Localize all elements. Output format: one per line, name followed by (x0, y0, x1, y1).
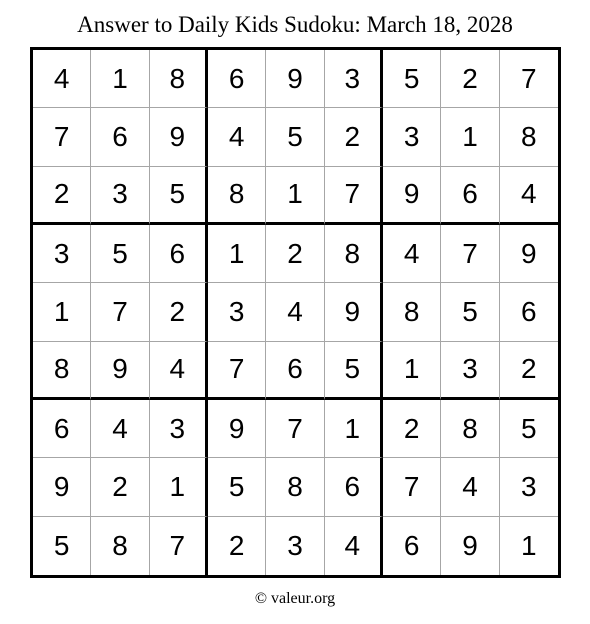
sudoku-cell-r5-c6: 9 (325, 283, 383, 341)
copyright-footer: © valeur.org (254, 590, 336, 607)
sudoku-cell-r7-c1: 6 (33, 400, 91, 458)
sudoku-cell-r4-c9: 9 (500, 225, 558, 283)
sudoku-cell-r7-c9: 5 (500, 400, 558, 458)
sudoku-cell-r6-c4: 7 (208, 342, 266, 400)
sudoku-cell-r7-c4: 9 (208, 400, 266, 458)
sudoku-cell-r8-c2: 2 (91, 458, 149, 516)
sudoku-cell-r2-c3: 9 (150, 108, 208, 166)
sudoku-cell-r2-c8: 1 (441, 108, 499, 166)
sudoku-cell-r6-c9: 2 (500, 342, 558, 400)
sudoku-cell-r5-c1: 1 (33, 283, 91, 341)
sudoku-cell-r9-c8: 9 (441, 517, 499, 575)
sudoku-cell-r2-c2: 6 (91, 108, 149, 166)
sudoku-cell-r5-c8: 5 (441, 283, 499, 341)
sudoku-cell-r5-c2: 7 (91, 283, 149, 341)
sudoku-cell-r2-c4: 4 (208, 108, 266, 166)
sudoku-cell-r8-c4: 5 (208, 458, 266, 516)
sudoku-cell-r4-c8: 7 (441, 225, 499, 283)
sudoku-cell-r4-c7: 4 (383, 225, 441, 283)
sudoku-cell-r4-c3: 6 (150, 225, 208, 283)
sudoku-cell-r9-c4: 2 (208, 517, 266, 575)
sudoku-cell-r7-c8: 8 (441, 400, 499, 458)
sudoku-cell-r4-c6: 8 (325, 225, 383, 283)
sudoku-cell-r5-c4: 3 (208, 283, 266, 341)
sudoku-cell-r9-c5: 3 (266, 517, 324, 575)
sudoku-cell-r6-c3: 4 (150, 342, 208, 400)
sudoku-cell-r8-c7: 7 (383, 458, 441, 516)
sudoku-cell-r2-c5: 5 (266, 108, 324, 166)
sudoku-cell-r2-c9: 8 (500, 108, 558, 166)
sudoku-cell-r2-c1: 7 (33, 108, 91, 166)
page-title: Answer to Daily Kids Sudoku: March 18, 2028 (77, 12, 513, 37)
sudoku-cell-r6-c6: 5 (325, 342, 383, 400)
sudoku-cell-r9-c6: 4 (325, 517, 383, 575)
sudoku-cell-r4-c4: 1 (208, 225, 266, 283)
sudoku-cell-r7-c6: 1 (325, 400, 383, 458)
sudoku-cell-r9-c3: 7 (150, 517, 208, 575)
sudoku-cell-r3-c1: 2 (33, 167, 91, 225)
sudoku-cell-r8-c1: 9 (33, 458, 91, 516)
sudoku-cell-r1-c1: 4 (33, 50, 91, 108)
sudoku-cell-r6-c8: 3 (441, 342, 499, 400)
sudoku-cell-r6-c1: 8 (33, 342, 91, 400)
sudoku-cell-r1-c3: 8 (150, 50, 208, 108)
sudoku-cell-r9-c7: 6 (383, 517, 441, 575)
sudoku-cell-r3-c3: 5 (150, 167, 208, 225)
sudoku-cell-r4-c2: 5 (91, 225, 149, 283)
sudoku-cell-r4-c5: 2 (266, 225, 324, 283)
sudoku-cell-r5-c9: 6 (500, 283, 558, 341)
sudoku-cell-r8-c9: 3 (500, 458, 558, 516)
sudoku-cell-r2-c6: 2 (325, 108, 383, 166)
sudoku-cell-r7-c7: 2 (383, 400, 441, 458)
sudoku-cell-r1-c9: 7 (500, 50, 558, 108)
sudoku-cell-r8-c3: 1 (150, 458, 208, 516)
sudoku-board (30, 47, 561, 578)
sudoku-cell-r1-c5: 9 (266, 50, 324, 108)
sudoku-cell-r3-c8: 6 (441, 167, 499, 225)
sudoku-cell-r1-c8: 2 (441, 50, 499, 108)
sudoku-cell-r2-c7: 3 (383, 108, 441, 166)
sudoku-cell-r6-c7: 1 (383, 342, 441, 400)
sudoku-cell-r7-c2: 4 (91, 400, 149, 458)
sudoku-cell-r3-c4: 8 (208, 167, 266, 225)
sudoku-cell-r5-c5: 4 (266, 283, 324, 341)
sudoku-cell-r6-c2: 9 (91, 342, 149, 400)
sudoku-cell-r9-c2: 8 (91, 517, 149, 575)
sudoku-cell-r1-c4: 6 (208, 50, 266, 108)
sudoku-cell-r9-c1: 5 (33, 517, 91, 575)
sudoku-cell-r3-c2: 3 (91, 167, 149, 225)
sudoku-cell-r8-c5: 8 (266, 458, 324, 516)
sudoku-cell-r6-c5: 6 (266, 342, 324, 400)
sudoku-cell-r8-c8: 4 (441, 458, 499, 516)
sudoku-cell-r1-c7: 5 (383, 50, 441, 108)
sudoku-cell-r3-c9: 4 (500, 167, 558, 225)
sudoku-cell-r4-c1: 3 (33, 225, 91, 283)
sudoku-cell-r5-c3: 2 (150, 283, 208, 341)
sudoku-cell-r3-c6: 7 (325, 167, 383, 225)
sudoku-cell-r5-c7: 8 (383, 283, 441, 341)
sudoku-cell-r7-c5: 7 (266, 400, 324, 458)
sudoku-cell-r3-c7: 9 (383, 167, 441, 225)
sudoku-cell-r7-c3: 3 (150, 400, 208, 458)
sudoku-cell-r9-c9: 1 (521, 529, 537, 561)
sudoku-cell-r1-c6: 3 (325, 50, 383, 108)
sudoku-cell-r1-c2: 1 (91, 50, 149, 108)
sudoku-cell-r3-c5: 1 (266, 167, 324, 225)
sudoku-cell-r8-c6: 6 (325, 458, 383, 516)
